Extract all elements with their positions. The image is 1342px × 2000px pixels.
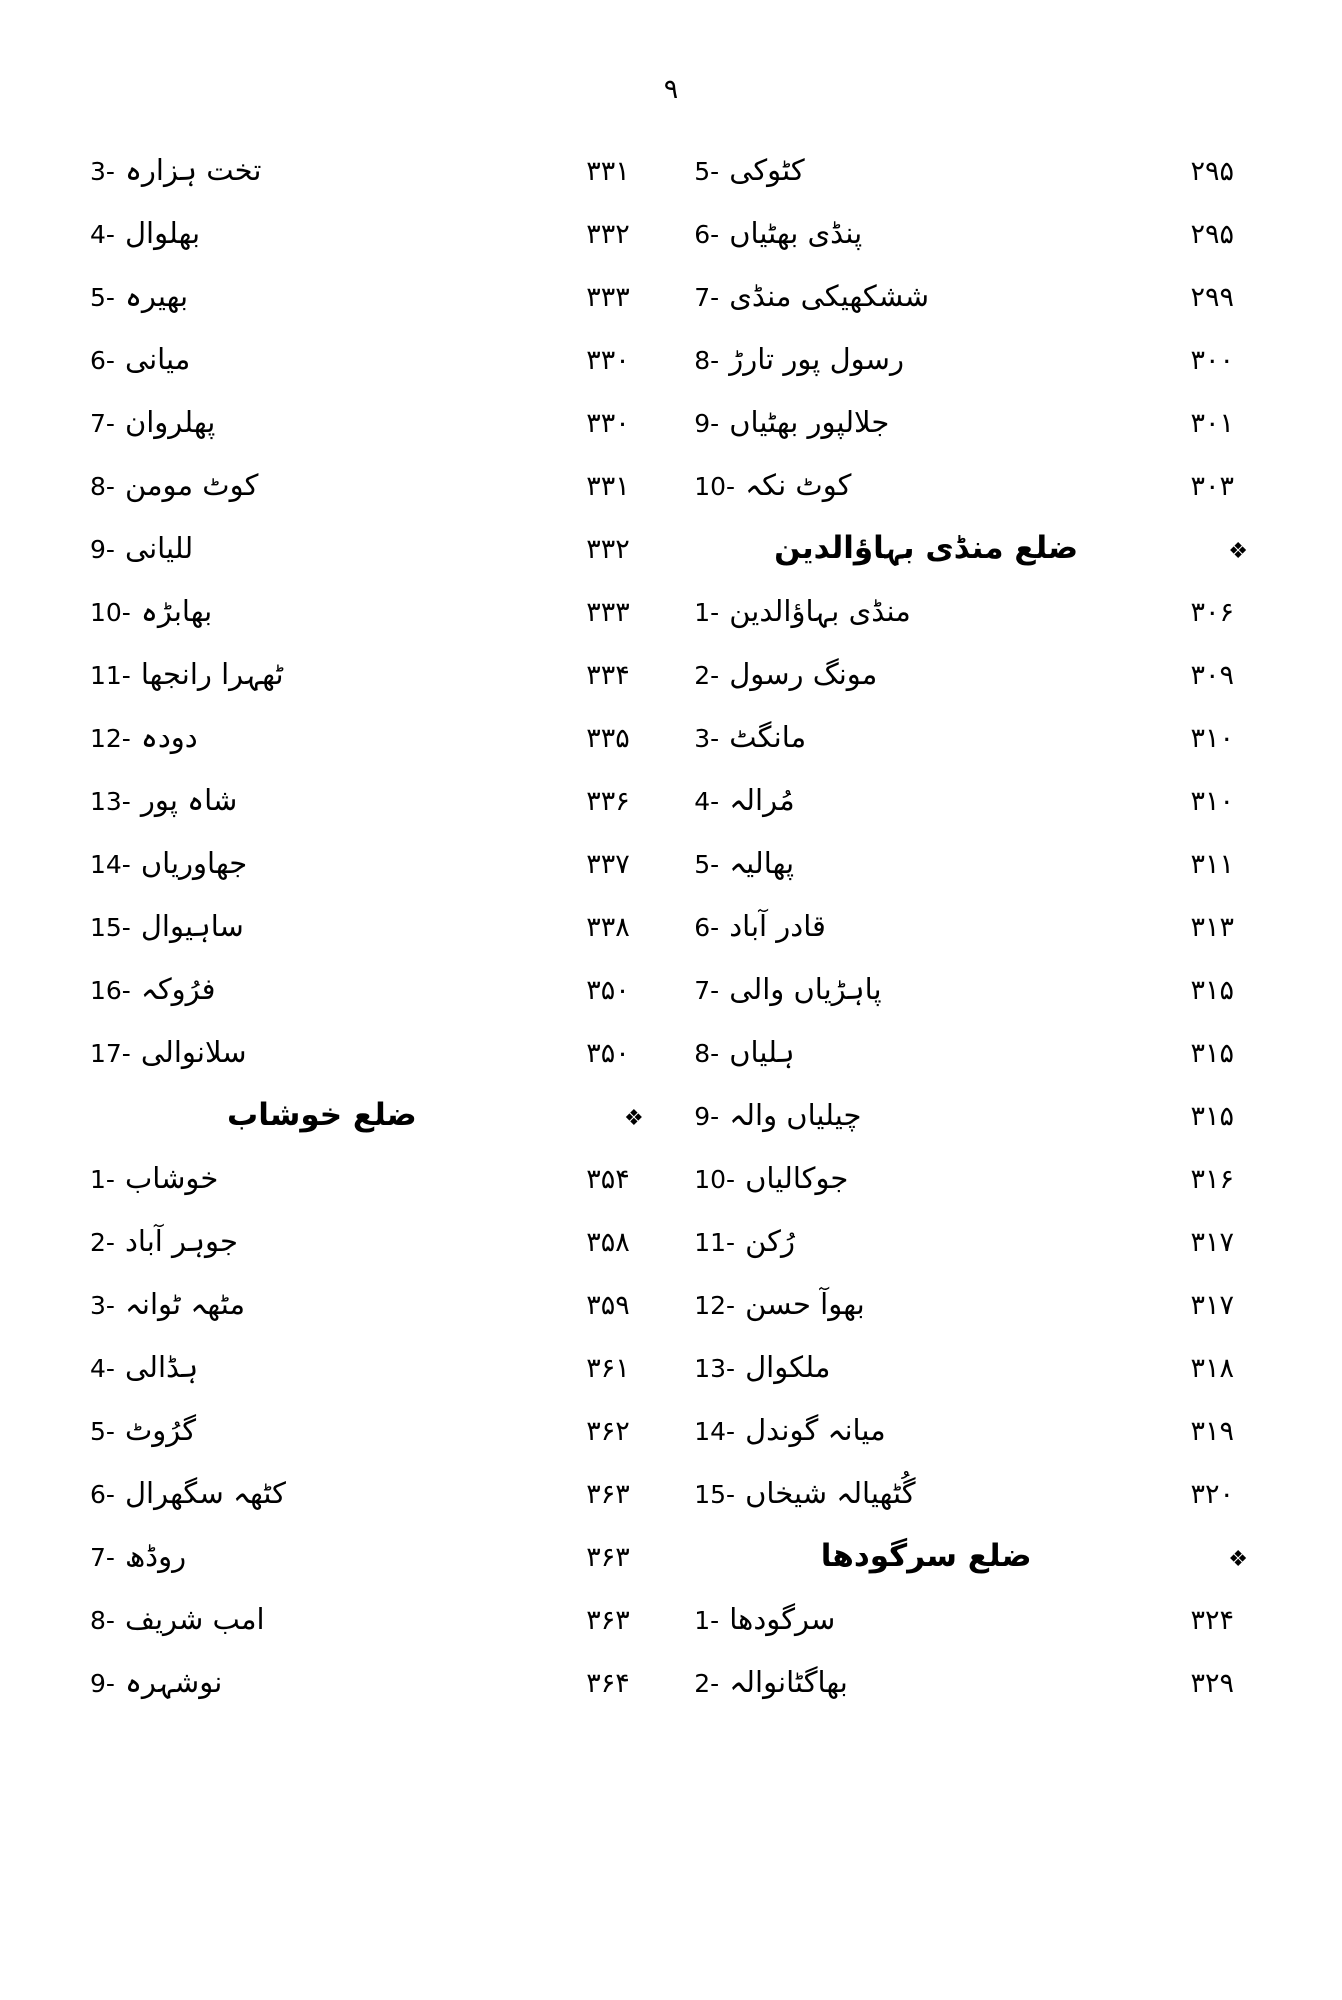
entry-page-number: ۳۳۴ xyxy=(586,660,630,691)
toc-entry[interactable] xyxy=(694,1021,794,1085)
toc-entry[interactable] xyxy=(90,958,216,1022)
toc-entry-row xyxy=(694,1651,1252,1714)
toc-entry-row xyxy=(90,1399,648,1462)
toc-entry-row xyxy=(694,454,1252,517)
entry-index: 1- xyxy=(90,1165,115,1194)
entry-title: مونگ رسول xyxy=(729,657,878,691)
district-heading-label: ضلع منڈی بہاؤالدین xyxy=(774,530,1079,566)
entry-index: 7- xyxy=(90,1543,115,1572)
entry-index: 9- xyxy=(694,409,720,438)
toc-entry[interactable] xyxy=(90,1273,245,1337)
toc-entry-row xyxy=(694,580,1252,643)
entry-index: 17- xyxy=(90,1039,131,1068)
entry-index: 11- xyxy=(90,661,131,690)
entry-index: 7- xyxy=(694,283,720,312)
entry-page-number: ۳۶۳ xyxy=(586,1605,630,1636)
toc-entry[interactable] xyxy=(90,1021,247,1085)
toc-entry[interactable] xyxy=(694,832,794,896)
toc-entry[interactable] xyxy=(90,1210,238,1274)
entry-page-number: ۳۶۲ xyxy=(586,1416,630,1447)
toc-entry[interactable] xyxy=(694,1210,795,1274)
district-heading xyxy=(694,1525,1252,1591)
entry-page-number: ۳۱۵ xyxy=(1190,975,1234,1006)
toc-entry-row xyxy=(694,1462,1252,1525)
toc-column-left xyxy=(90,139,648,1714)
entry-title: امب شریف xyxy=(124,1602,265,1636)
toc-entry-row xyxy=(90,1273,648,1336)
entry-title: ہلیاں xyxy=(729,1035,795,1069)
entry-page-number: ۳۰۹ xyxy=(1190,660,1234,691)
district-heading xyxy=(90,1084,648,1150)
district-heading xyxy=(694,517,1252,583)
entry-page-number: ۳۳۶ xyxy=(586,786,630,817)
toc-entry[interactable] xyxy=(90,1651,222,1715)
entry-index: 13- xyxy=(694,1354,736,1383)
toc-entry[interactable] xyxy=(90,832,247,896)
entry-title: مُرالہ xyxy=(729,783,795,817)
entry-page-number: ۳۶۳ xyxy=(586,1542,630,1573)
toc-entry-row xyxy=(90,139,648,202)
toc-entry[interactable] xyxy=(694,643,877,707)
entry-title: بھیرہ xyxy=(124,279,189,313)
entry-page-number: ۳۵۴ xyxy=(586,1164,630,1195)
entry-index: 3- xyxy=(90,1291,115,1320)
toc-entry-row xyxy=(694,1210,1252,1273)
entry-title: فرُوکہ xyxy=(140,972,216,1006)
entry-title: سلانوالی xyxy=(140,1035,247,1069)
entry-title: کوٹ مومن xyxy=(124,468,259,502)
toc-entry[interactable] xyxy=(694,265,929,329)
entry-page-number: ۳۱۳ xyxy=(1190,912,1234,943)
toc-entry-row xyxy=(90,1588,648,1651)
entry-page-number: ۳۱۰ xyxy=(1190,786,1234,817)
entry-title: دودہ xyxy=(140,720,198,754)
toc-entry-row xyxy=(90,832,648,895)
entry-page-number: ۳۱۵ xyxy=(1190,1101,1234,1132)
toc-entry-row xyxy=(694,1399,1252,1462)
entry-page-number: ۳۰۶ xyxy=(1190,597,1234,628)
toc-entry-row xyxy=(90,769,648,832)
district-heading-row xyxy=(694,517,1252,580)
entry-index: 4- xyxy=(90,220,115,249)
entry-title: جلالپور بھٹیاں xyxy=(729,405,890,439)
entry-title: مانگٹ xyxy=(729,720,807,754)
entry-page-number: ۲۹۹ xyxy=(1190,282,1234,313)
entry-title: ساہیوال xyxy=(140,909,244,943)
toc-entry[interactable] xyxy=(694,328,904,392)
toc-entry-row xyxy=(90,1651,648,1714)
entry-page-number: ۳۳۵ xyxy=(586,723,630,754)
toc-entry[interactable] xyxy=(694,895,826,959)
toc-entry[interactable] xyxy=(694,1462,915,1526)
toc-entry-row xyxy=(694,1021,1252,1084)
entry-title: خوشاب xyxy=(124,1161,219,1195)
entry-page-number: ۳۱۹ xyxy=(1190,1416,1234,1447)
toc-entry[interactable] xyxy=(694,454,851,518)
entry-title: نوشہرہ xyxy=(124,1665,223,1699)
toc-entry-row xyxy=(90,454,648,517)
entry-index: 4- xyxy=(90,1354,115,1383)
toc-entry-row xyxy=(694,832,1252,895)
district-heading-label: ضلع سرگودھا xyxy=(820,1538,1032,1574)
entry-title: جوہر آباد xyxy=(124,1224,238,1258)
entry-index: 6- xyxy=(90,346,115,375)
entry-title: کٹھہ سگھرال xyxy=(124,1476,286,1510)
toc-entry-row xyxy=(694,769,1252,832)
entry-index: 10- xyxy=(694,472,736,501)
entry-index: 5- xyxy=(694,157,720,186)
toc-entry[interactable] xyxy=(694,769,794,833)
toc-entry[interactable] xyxy=(90,1462,286,1526)
entry-index: 10- xyxy=(694,1165,736,1194)
diamond-bullet-icon: ❖ xyxy=(1228,539,1248,564)
entry-page-number: ۳۱۱ xyxy=(1190,849,1234,880)
entry-page-number: ۳۲۰ xyxy=(1190,1479,1234,1510)
toc-entry[interactable] xyxy=(90,328,190,392)
toc-entry-row xyxy=(694,706,1252,769)
toc-entry-row xyxy=(90,265,648,328)
entry-title: للیانی xyxy=(124,531,194,565)
toc-entry[interactable] xyxy=(694,1147,848,1211)
toc-entry-row xyxy=(694,1147,1252,1210)
toc-entry[interactable] xyxy=(694,1399,885,1463)
toc-entry[interactable] xyxy=(694,580,911,644)
entry-index: 1- xyxy=(694,1606,720,1635)
toc-entry-row xyxy=(694,265,1252,328)
toc-entry[interactable] xyxy=(694,139,804,203)
toc-entry-row xyxy=(694,895,1252,958)
entry-page-number: ۳۳۰ xyxy=(586,408,630,439)
entry-title: چیلیاں والہ xyxy=(729,1098,862,1132)
entry-page-number: ۳۶۱ xyxy=(586,1353,630,1384)
toc-entry[interactable] xyxy=(90,895,244,959)
entry-title: رسول پور تارڑ xyxy=(729,342,904,376)
toc-entry-row xyxy=(90,1210,648,1273)
entry-page-number: ۳۱۰ xyxy=(1190,723,1234,754)
toc-entry[interactable] xyxy=(90,202,200,266)
toc-entry-row xyxy=(90,958,648,1021)
toc-entry[interactable] xyxy=(90,139,261,203)
toc-entry-row xyxy=(694,328,1252,391)
entry-title: میانہ گوندل xyxy=(745,1413,886,1447)
entry-page-number: ۳۰۱ xyxy=(1190,408,1234,439)
toc-entry-row xyxy=(694,391,1252,454)
entry-index: 5- xyxy=(90,283,115,312)
entry-page-number: ۳۳۰ xyxy=(586,345,630,376)
entry-index: 15- xyxy=(90,913,131,942)
toc-entry[interactable] xyxy=(694,202,862,266)
toc-entry[interactable] xyxy=(694,1336,830,1400)
toc-columns xyxy=(90,139,1252,1714)
entry-page-number: ۳۶۴ xyxy=(586,1668,630,1699)
entry-title: شاہ پور xyxy=(140,783,238,817)
entry-index: 7- xyxy=(694,976,720,1005)
toc-entry[interactable] xyxy=(90,1399,196,1463)
entry-index: 3- xyxy=(694,724,720,753)
entry-index: 5- xyxy=(90,1417,115,1446)
district-heading-label: ضلع خوشاب xyxy=(227,1097,417,1133)
entry-page-number: ۳۱۸ xyxy=(1190,1353,1234,1384)
toc-entry[interactable] xyxy=(694,1084,861,1148)
entry-title: کوٹ نکہ xyxy=(745,468,852,502)
toc-entry[interactable] xyxy=(90,706,198,770)
toc-entry-row xyxy=(90,328,648,391)
entry-title: رُکن xyxy=(745,1224,795,1258)
entry-index: 8- xyxy=(694,346,720,375)
entry-title: جھاوریاں xyxy=(140,846,248,880)
toc-column-right xyxy=(694,139,1252,1714)
entry-page-number: ۳۰۳ xyxy=(1190,471,1234,502)
entry-title: بھوآ حسن xyxy=(745,1287,865,1321)
entry-title: گرُوٹ xyxy=(124,1413,197,1447)
entry-title: ششکھیکی منڈی xyxy=(729,279,930,313)
entry-page-number: ۳۵۰ xyxy=(586,975,630,1006)
toc-entry-row xyxy=(90,1336,648,1399)
entry-index: 2- xyxy=(694,1669,720,1698)
toc-entry[interactable] xyxy=(694,1273,864,1337)
toc-entry-row xyxy=(694,139,1252,202)
toc-entry[interactable] xyxy=(694,391,889,455)
toc-entry[interactable] xyxy=(90,1525,186,1589)
entry-index: 11- xyxy=(694,1228,736,1257)
entry-title: گُٹھیالہ شیخاں xyxy=(745,1476,916,1510)
toc-entry[interactable] xyxy=(90,1147,218,1211)
entry-page-number: ۳۵۸ xyxy=(586,1227,630,1258)
entry-page-number: ۳۳۷ xyxy=(586,849,630,880)
toc-entry[interactable] xyxy=(90,643,284,707)
toc-entry-row xyxy=(694,1336,1252,1399)
toc-entry[interactable] xyxy=(694,706,806,770)
entry-title: قادر آباد xyxy=(729,909,826,943)
entry-index: 2- xyxy=(694,661,720,690)
entry-index: 5- xyxy=(694,850,720,879)
toc-entry[interactable] xyxy=(90,454,258,518)
toc-entry[interactable] xyxy=(90,769,237,833)
entry-title: پنڈی بھٹیاں xyxy=(729,216,863,250)
toc-entry-row xyxy=(90,1147,648,1210)
toc-entry-row xyxy=(90,706,648,769)
entry-index: 12- xyxy=(90,724,131,753)
entry-page-number: ۳۰۰ xyxy=(1190,345,1234,376)
entry-page-number: ۳۳۱ xyxy=(586,156,630,187)
entry-index: 3- xyxy=(90,157,115,186)
entry-title: میانی xyxy=(124,342,191,376)
entry-page-number: ۳۱۶ xyxy=(1190,1164,1234,1195)
toc-entry[interactable] xyxy=(694,958,881,1022)
toc-entry-row xyxy=(90,1021,648,1084)
diamond-bullet-icon: ❖ xyxy=(1228,1547,1248,1572)
toc-entry-row xyxy=(694,1273,1252,1336)
toc-entry-row xyxy=(90,580,648,643)
toc-entry-row xyxy=(90,202,648,265)
diamond-bullet-icon: ❖ xyxy=(624,1106,644,1131)
entry-title: روڈھ xyxy=(124,1539,187,1573)
entry-index: 6- xyxy=(694,913,720,942)
entry-page-number: ۳۳۳ xyxy=(586,282,630,313)
entry-index: 4- xyxy=(694,787,720,816)
entry-title: پھالیہ xyxy=(729,846,795,880)
toc-entry[interactable] xyxy=(90,1588,265,1652)
entry-title: تخت ہزارہ xyxy=(124,153,262,187)
toc-entry-row xyxy=(90,895,648,958)
entry-title: بھلوال xyxy=(124,216,201,250)
entry-page-number: ۳۱۷ xyxy=(1190,1227,1234,1258)
entry-title: مٹھہ ٹوانہ xyxy=(124,1287,245,1321)
entry-page-number: ۳۱۷ xyxy=(1190,1290,1234,1321)
entry-index: 9- xyxy=(694,1102,720,1131)
toc-entry[interactable] xyxy=(694,1588,835,1652)
page-number: ۹ xyxy=(663,74,679,105)
toc-entry-row xyxy=(90,391,648,454)
entry-page-number: ۳۵۰ xyxy=(586,1038,630,1069)
entry-index: 8- xyxy=(90,472,115,501)
toc-entry-row xyxy=(694,643,1252,706)
district-heading-row xyxy=(90,1084,648,1147)
entry-index: 7- xyxy=(90,409,115,438)
entry-index: 6- xyxy=(694,220,720,249)
entry-index: 15- xyxy=(694,1480,736,1509)
entry-index: 1- xyxy=(694,598,720,627)
entry-title: ٹھہرا رانجھا xyxy=(140,657,284,691)
toc-entry[interactable] xyxy=(90,391,215,455)
toc-entry[interactable] xyxy=(90,580,212,644)
toc-entry-row xyxy=(90,643,648,706)
entry-page-number: ۳۳۳ xyxy=(586,597,630,628)
entry-index: 14- xyxy=(694,1417,736,1446)
toc-entry[interactable] xyxy=(90,517,193,581)
entry-page-number: ۳۶۳ xyxy=(586,1479,630,1510)
toc-entry-row xyxy=(694,958,1252,1021)
entry-index: 10- xyxy=(90,598,131,627)
entry-page-number: ۳۲۹ xyxy=(1190,1668,1234,1699)
entry-index: 16- xyxy=(90,976,131,1005)
entry-title: پھلروان xyxy=(124,405,216,439)
entry-page-number: ۳۳۲ xyxy=(586,219,630,250)
toc-entry-row xyxy=(90,1525,648,1588)
entry-title: ہڈالی xyxy=(124,1350,199,1384)
entry-index: 9- xyxy=(90,1669,115,1698)
entry-index: 12- xyxy=(694,1291,736,1320)
entry-page-number: ۳۲۴ xyxy=(1190,1605,1234,1636)
toc-entry[interactable] xyxy=(90,1336,198,1400)
entry-index: 14- xyxy=(90,850,131,879)
entry-title: سرگودھا xyxy=(729,1602,836,1636)
entry-index: 2- xyxy=(90,1228,115,1257)
entry-title: کٹوکی xyxy=(729,153,805,187)
toc-entry-row xyxy=(694,1084,1252,1147)
entry-index: 6- xyxy=(90,1480,115,1509)
entry-title: پاہڑیاں والی xyxy=(729,972,882,1006)
toc-entry-row xyxy=(90,1462,648,1525)
entry-page-number: ۲۹۵ xyxy=(1190,219,1234,250)
entry-index: 9- xyxy=(90,535,115,564)
toc-entry-row xyxy=(694,1588,1252,1651)
toc-entry-row xyxy=(694,202,1252,265)
entry-page-number: ۲۹۵ xyxy=(1190,156,1234,187)
entry-title: جوکالیاں xyxy=(745,1161,849,1195)
entry-page-number: ۳۳۸ xyxy=(586,912,630,943)
toc-entry[interactable] xyxy=(694,1651,848,1715)
entry-title: ملکوال xyxy=(745,1350,831,1384)
entry-index: 8- xyxy=(694,1039,720,1068)
entry-title: بھاگٹانوالہ xyxy=(729,1665,848,1699)
entry-page-number: ۳۵۹ xyxy=(586,1290,630,1321)
entry-page-number: ۳۳۲ xyxy=(586,534,630,565)
entry-title: منڈی بہاؤالدین xyxy=(729,594,911,628)
entry-page-number: ۳۱۵ xyxy=(1190,1038,1234,1069)
district-heading-row xyxy=(694,1525,1252,1588)
entry-title: بھابڑہ xyxy=(140,594,213,628)
entry-page-number: ۳۳۱ xyxy=(586,471,630,502)
entry-index: 13- xyxy=(90,787,131,816)
toc-entry-row xyxy=(90,517,648,580)
entry-index: 8- xyxy=(90,1606,115,1635)
toc-entry[interactable] xyxy=(90,265,188,329)
